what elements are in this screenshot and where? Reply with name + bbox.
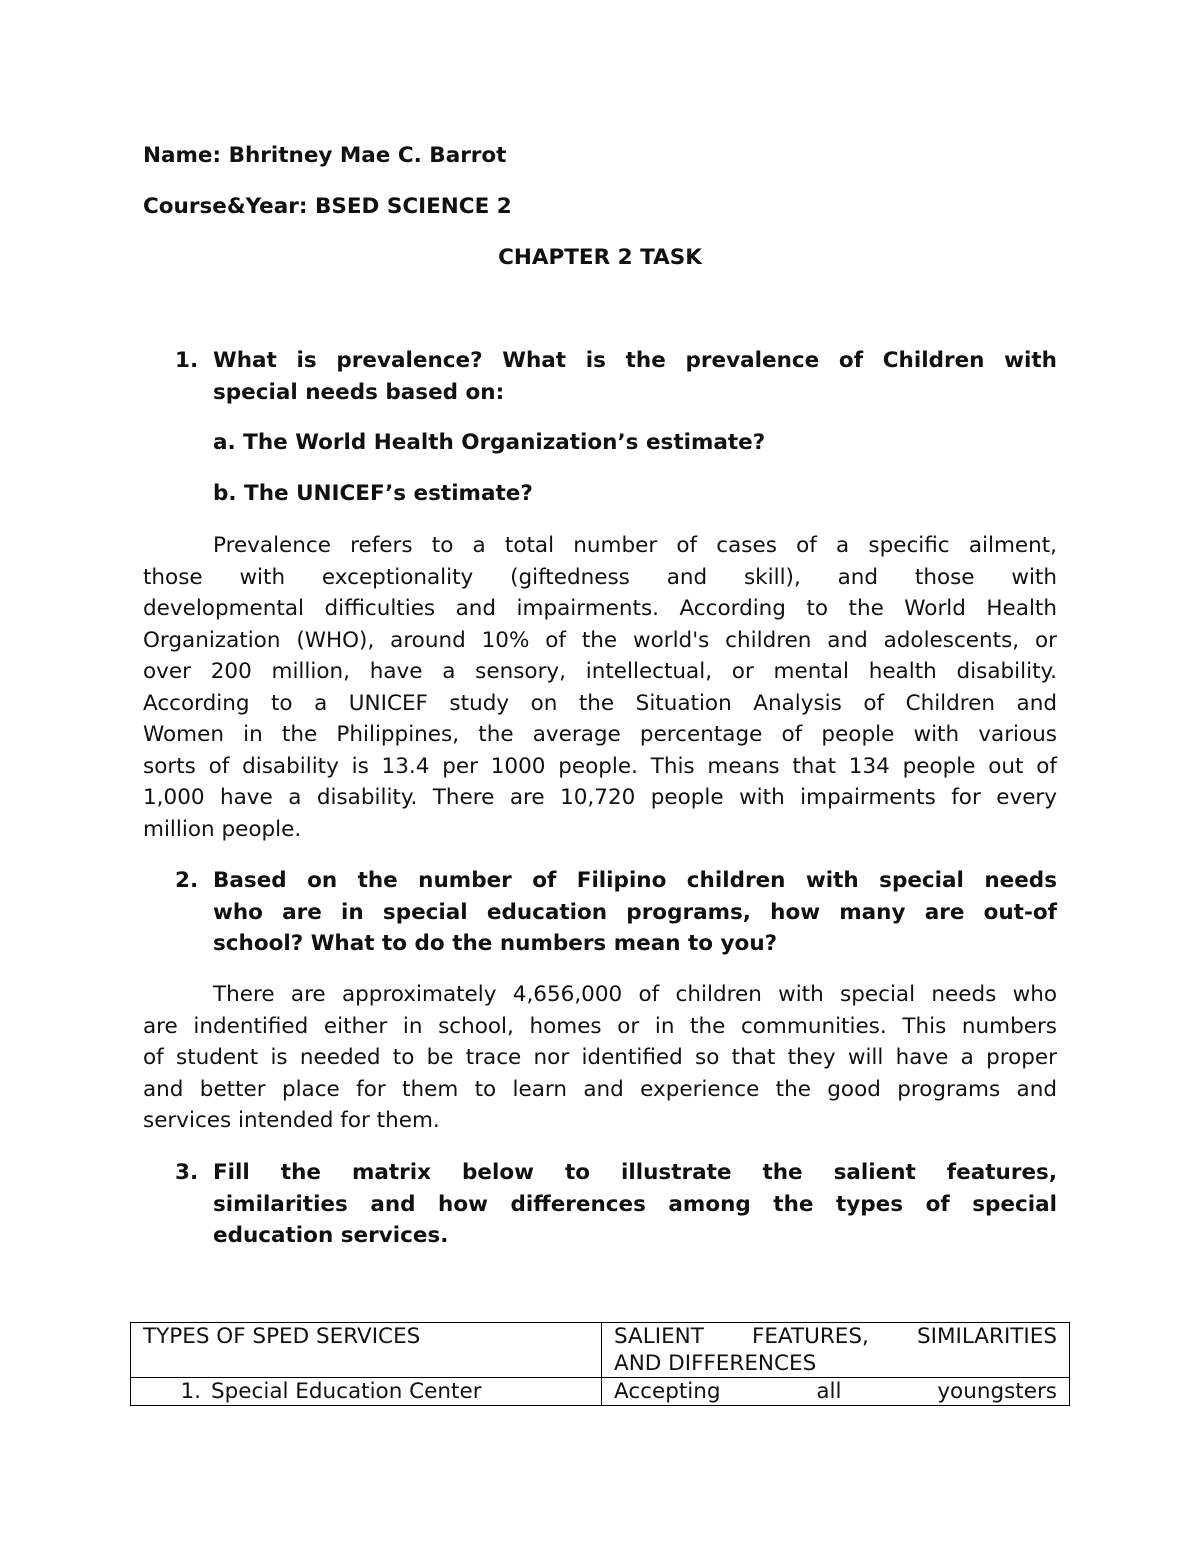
row-service-name: Special Education Center: [211, 1379, 482, 1404]
answer-2-line: are indentified either in school, homes or in the communities. This numbers: [143, 1013, 1057, 1039]
answer-1-line: those with exceptionality (giftedness and skill), and those with: [143, 564, 1057, 590]
row-number: 1.: [180, 1379, 201, 1404]
question-1-text: [213, 345, 1057, 408]
table-cell-features: [602, 1378, 1070, 1406]
question-1-sub-b: b. The UNICEF’s estimate?: [213, 481, 533, 506]
question-3-number: 3.: [175, 1160, 199, 1185]
row-features-text: Accepting all youngsters: [614, 1379, 1057, 1404]
question-2-line: who are in special education programs, how many are out-of: [213, 899, 1057, 925]
answer-1-line: According to a UNICEF study on the Situation Analysis of Children and: [143, 690, 1057, 716]
student-name: Name: Bhritney Mae C. Barrot: [143, 143, 507, 168]
answer-1-line: 1,000 have a disability. There are 10,720 people with impairments for every: [143, 785, 1057, 810]
answer-2-paragraph: [143, 979, 1057, 1137]
question-1-sub-a: a. The World Health Organization’s estimate?: [213, 430, 766, 455]
question-1-line: What is prevalence? What is the prevalence of Children with: [213, 348, 1057, 373]
header-cell-text: AND DIFFERENCES: [614, 1351, 817, 1376]
question-2-text: [213, 865, 1057, 960]
question-3-line: education services.: [213, 1223, 449, 1248]
question-3-line: similarities and how differences among the types of special: [213, 1191, 1057, 1217]
answer-2-line: There are approximately 4,656,000 of children with special needs who: [213, 982, 1057, 1007]
answer-2-line: and better place for them to learn and experience the good programs and: [143, 1076, 1057, 1102]
answer-1-line: million people.: [143, 816, 302, 842]
question-3-text: [213, 1157, 1057, 1252]
answer-1-line: over 200 million, have a sensory, intellectual, or mental health disability.: [143, 659, 1057, 684]
question-3-line: Fill the matrix below to illustrate the salient features,: [213, 1160, 1057, 1185]
answer-1-line: developmental difficulties and impairments. According to the World Health: [143, 596, 1057, 621]
course-year: Course&Year: BSED SCIENCE 2: [143, 194, 512, 219]
answer-1-line: sorts of disability is 13.4 per 1000 people. This means that 134 people out of: [143, 753, 1057, 779]
question-2-line: school? What to do the numbers mean to you?: [213, 931, 778, 956]
answer-1-line: Organization (WHO), around 10% of the world's children and adolescents, or: [143, 627, 1057, 653]
header-cell-text: SALIENT FEATURES, SIMILARITIES: [614, 1324, 1057, 1349]
header-types-of-sped-services: [131, 1323, 602, 1378]
answer-1-line: Prevalence refers to a total number of cases of a specific ailment,: [213, 533, 1057, 558]
table-cell-service-type: [131, 1378, 602, 1406]
sped-services-matrix: [130, 1322, 1070, 1406]
answer-2-line: of student is needed to be trace nor identified so that they will have a proper: [143, 1045, 1057, 1070]
question-2-line: Based on the number of Filipino children with special needs: [213, 868, 1057, 893]
answer-1-paragraph: [143, 530, 1057, 845]
answer-1-line: Women in the Philippines, the average percentage of people with various: [143, 722, 1057, 747]
header-cell-text: TYPES OF SPED SERVICES: [143, 1324, 421, 1349]
question-2-number: 2.: [175, 868, 199, 893]
answer-2-line: services intended for them.: [143, 1108, 440, 1133]
table-header-row: [131, 1323, 1070, 1378]
header-salient-features: [602, 1323, 1070, 1378]
question-1-line: special needs based on:: [213, 379, 505, 405]
question-1-number: 1.: [175, 348, 199, 373]
page-title: CHAPTER 2 TASK: [498, 245, 702, 270]
table-row: [131, 1378, 1070, 1406]
